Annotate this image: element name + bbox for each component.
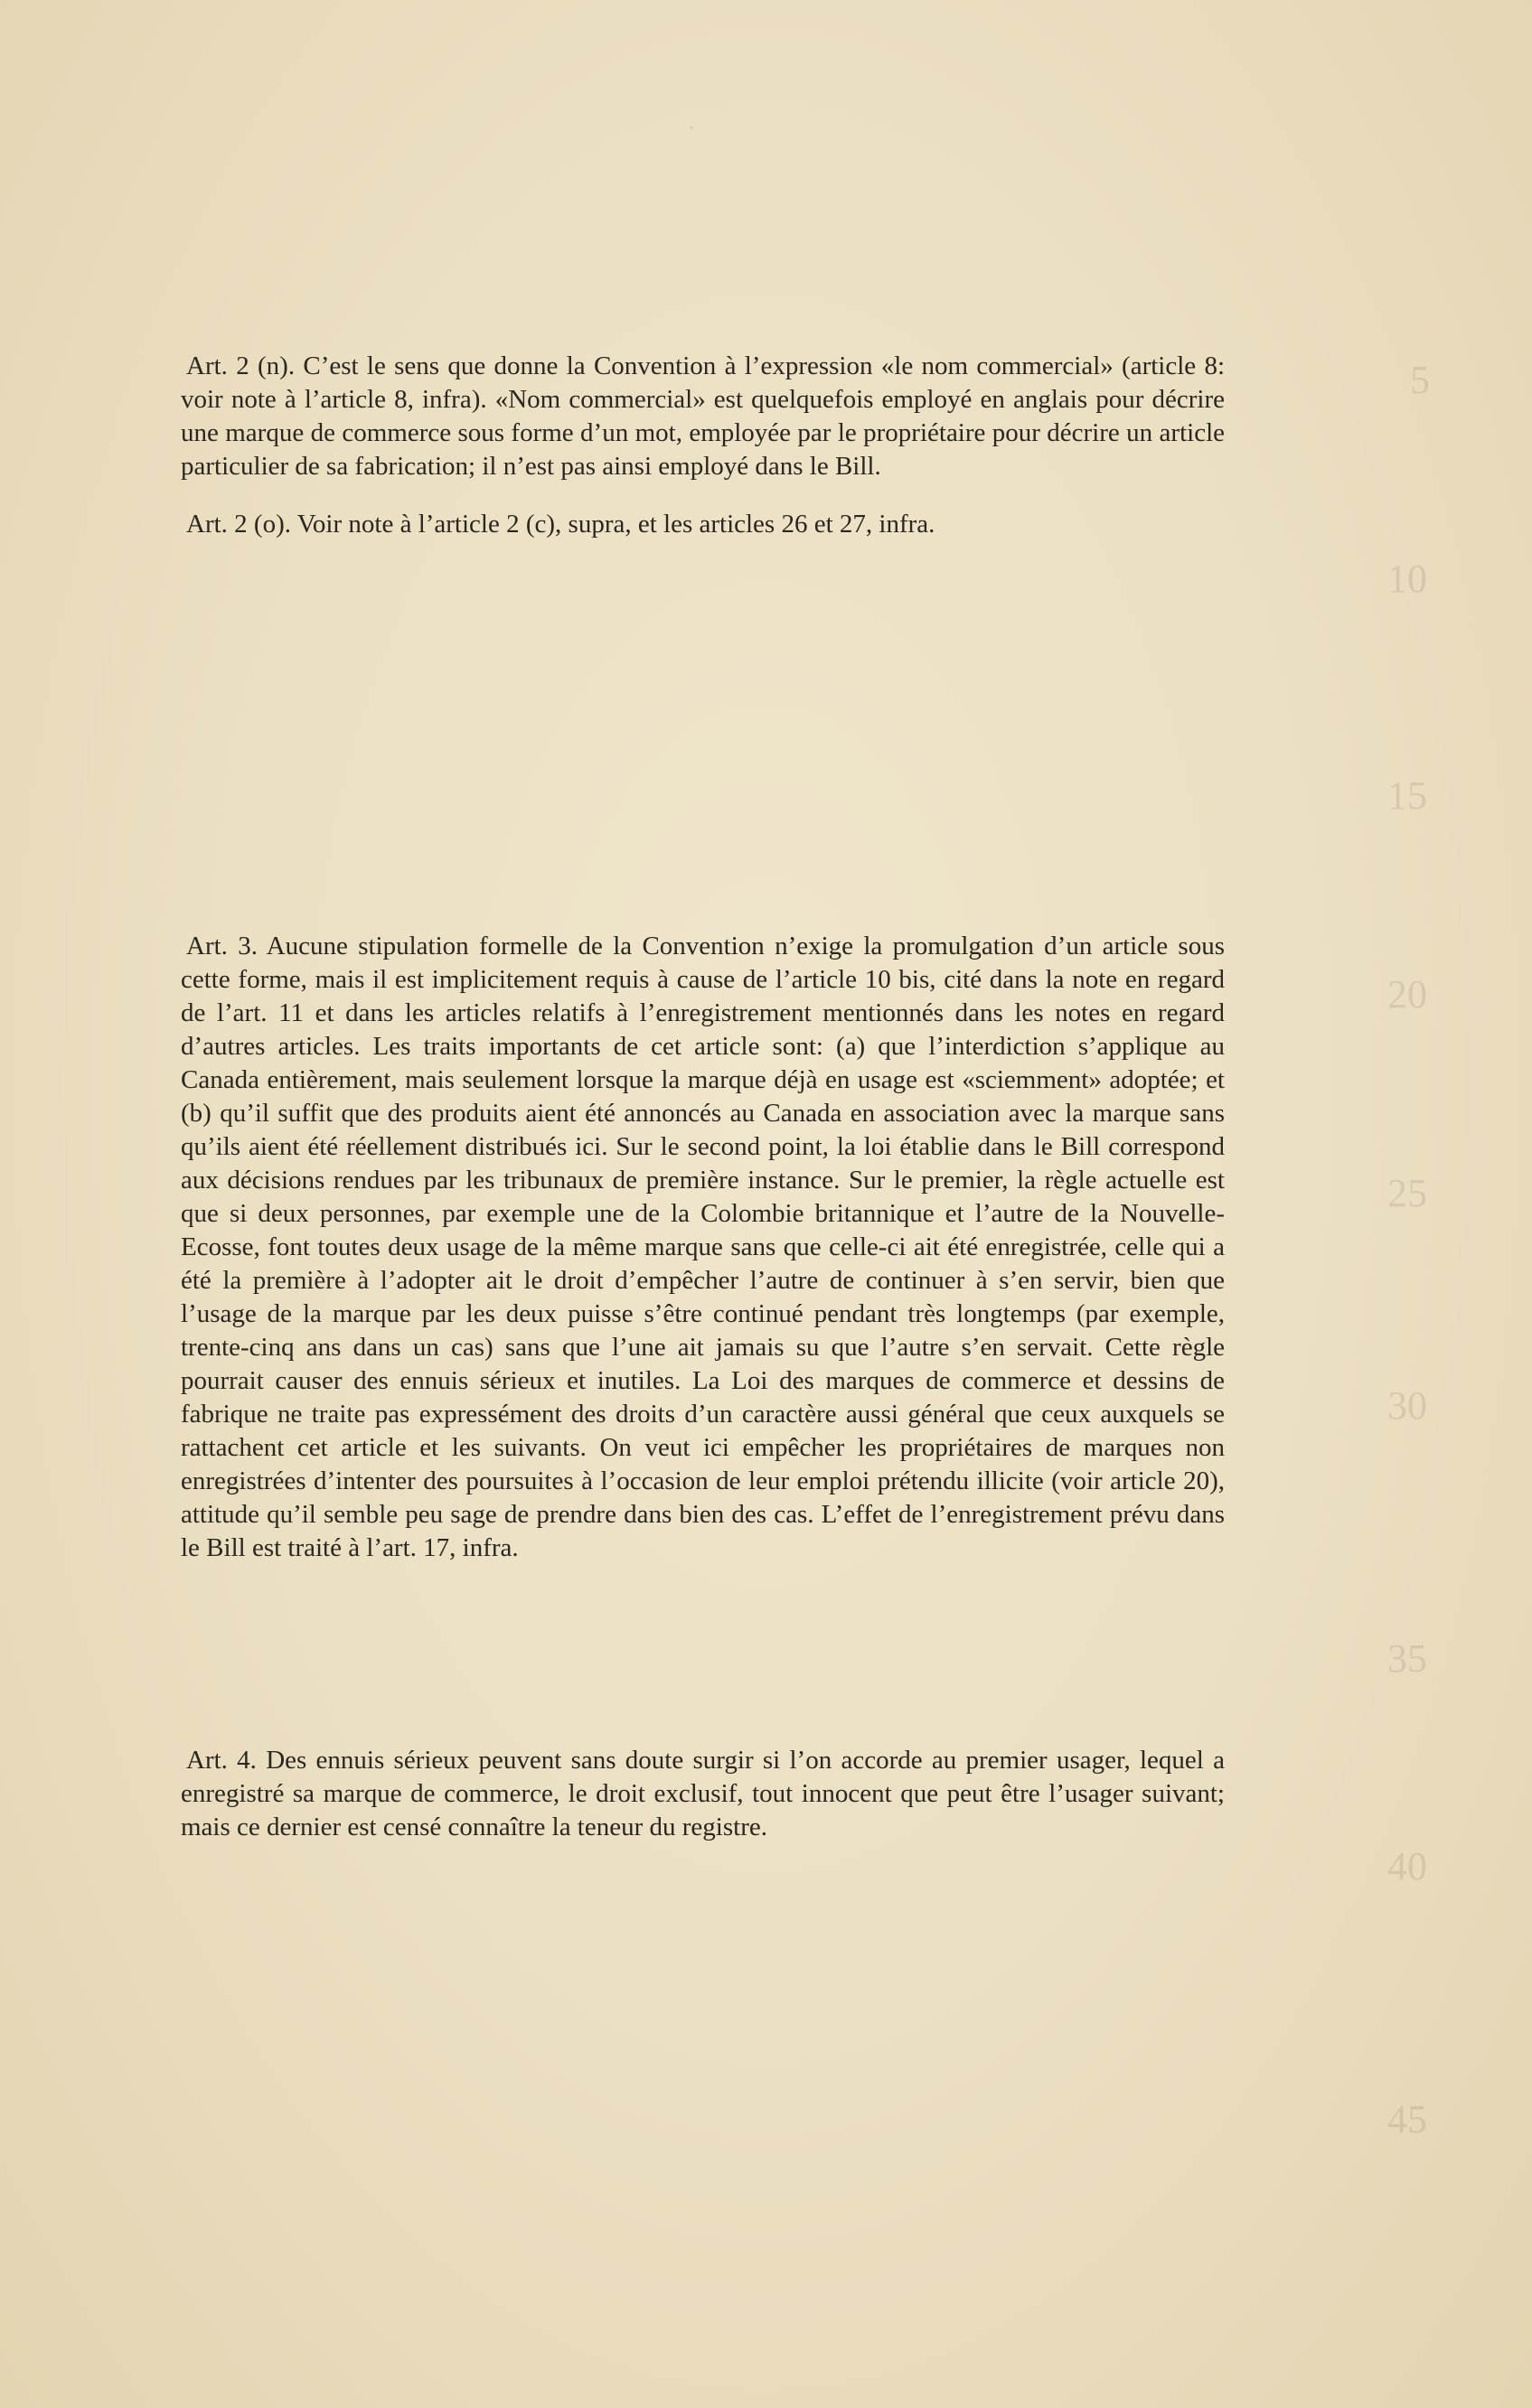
note-text: Voir note à l’article 2 (c), supra, et les articles 26 et 27, infra. [296, 510, 935, 539]
show-through-line-number: 35 [1387, 1636, 1427, 1681]
note-art-2n [181, 350, 1225, 483]
note-art-4 [181, 1744, 1225, 1844]
note-label: Art. 2 (o). [186, 510, 291, 539]
show-through-line-number: 20 [1387, 972, 1427, 1017]
show-through-page-number: · [687, 113, 696, 143]
note-text: Aucune stipulation formelle de la Convention n’exige la promulgation d’un article sous cette forme, mais il est implicitement requis à cause de l’article 10 bis, cité dans la note en regard de l’art. 11 et dans les articles relatifs à l’enregistrement mentionnés dans les notes en regard d’autres articles. Les traits importants de cet article sont: (a) que l’interdiction s’applique au Canada entièrement, mais seulement lorsque la marque déjà en usage est «sciemment» adoptée; et (b) qu’il suffit que des produits aient été annoncés au Canada en association avec la marque sans qu’ils aient été réellement distribués ici. Sur le second point, la loi établie dans le Bill correspond aux décisions rendues par les tribunaux de première instance. Sur le premier, la règle actuelle est que si deux personnes, par exemple une de la Colombie britannique et l’autre de la Nouvelle-Ecosse, font toutes deux usage de la même marque sans que celle-ci ait été enregistrée, celle qui a été la première à l’adopter ait le droit d’empêcher l’autre de continuer à s’en servir, bien que l’usage de la marque par les deux puisse s’être continué pendant très longtemps (par exemple, trente-cinq ans dans un cas) sans que l’une ait jamais su que l’autre s’en servait. Cette règle pourrait causer des ennuis sérieux et inutiles. La Loi des marques de commerce et dessins de fabrique ne traite pas expressément des droits d’un caractère aussi général que ceux auxquels se rattachent cet article et les suivants. On veut ici empêcher les propriétaires de marques non enregistrées d’intenter des poursuites à l’occasion de leur emploi prétendu illicite (voir article 20), attitude qu’il semble peu sage de prendre dans bien des cas. L’effet de l’enregistrement prévu dans le Bill est traité à l’art. 17, infra. [181, 932, 1225, 1562]
note-art-2o [181, 508, 1225, 541]
note-art-3 [181, 930, 1225, 1565]
show-through-line-number: 10 [1387, 557, 1427, 601]
note-text: C’est le sens que donne la Convention à l’expression «le nom commercial» (article 8: voir note à l’article 8, infra). «Nom commercial» est quelquefois employé en anglais pour décrire une marque de commerce sous forme d’un mot, employée par le propriétaire pour décrire un article particulier de sa fabrication; il n’est pas ainsi employé dans le Bill. [181, 351, 1226, 481]
note-label: Art. 2 (n). [186, 351, 296, 380]
show-through-line-number: 25 [1387, 1171, 1427, 1215]
show-through-line-number: 5 [1410, 358, 1430, 402]
show-through-line-number: 40 [1387, 1844, 1427, 1888]
show-through-line-number: 15 [1387, 773, 1427, 818]
note-label: Art. 3. [186, 932, 258, 960]
show-through-line-number: 30 [1387, 1383, 1427, 1428]
note-label: Art. 4. [186, 1746, 257, 1775]
show-through-line-number: 45 [1387, 2097, 1427, 2141]
note-text: Des ennuis sérieux peuvent sans doute surgir si l’on accorde au premier usager, lequel a enregistré sa marque de commerce, le droit exclusif, tout innocent que peut être l’usager suivant; mais ce dernier est censé connaître la teneur du registre. [181, 1746, 1225, 1841]
